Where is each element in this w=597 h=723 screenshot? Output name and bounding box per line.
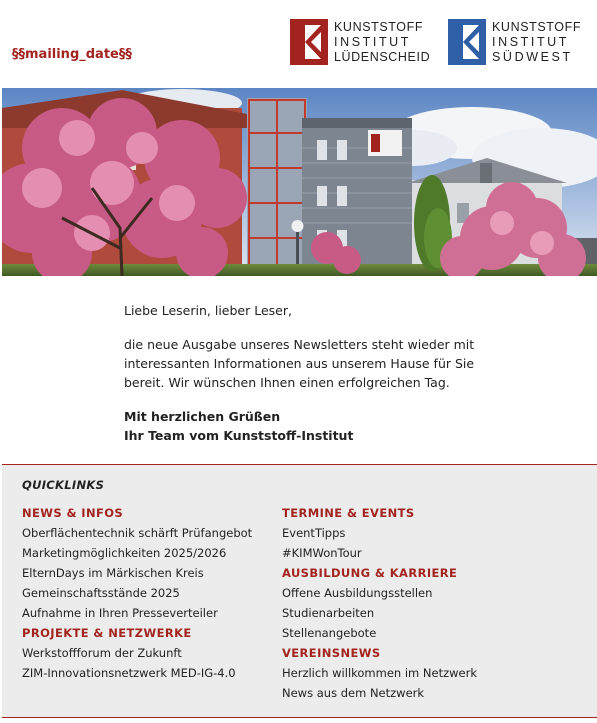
k-logo-blue-icon <box>448 19 486 65</box>
quicklinks-right-column <box>282 503 552 703</box>
category-ausbildung-karriere[interactable]: AUSBILDUNG & KARRIERE <box>282 566 458 580</box>
logo-kunststoff-institut-suedwest[interactable] <box>448 17 581 67</box>
link-werkstoffforum[interactable]: Werkstoffforum der Zukunft <box>22 646 182 660</box>
link-eventtipps[interactable]: EventTipps <box>282 526 346 540</box>
link-news-netzwerk[interactable]: News aus dem Netzwerk <box>282 686 425 700</box>
letter-closing-2: Ihr Team vom Kunststoff-Institut <box>124 428 354 443</box>
link-ausbildungsstellen[interactable]: Offene Ausbildungsstellen <box>282 586 433 600</box>
letter-body: die neue Ausgabe unseres Newsletters steht wieder mit interessanten Informationen aus unserem Hause für Sie bereit. Wir wünschen Ihnen einen erfolgreichen Tag. <box>124 337 475 390</box>
link-willkommen-netzwerk[interactable]: Herzlich willkommen im Netzwerk <box>282 666 477 680</box>
category-vereinsnews[interactable]: VEREINSNEWS <box>282 646 381 660</box>
logo-s-line1: KUNSTSTOFF <box>492 20 582 34</box>
k-logo-red-icon <box>290 19 328 65</box>
logo-l-line3: LÜDENSCHEID <box>334 50 431 64</box>
link-stellenangebote[interactable]: Stellenangebote <box>282 626 377 640</box>
logo-s-line2: INSTITUT <box>492 35 570 49</box>
link-marketingmoeglichkeiten[interactable]: Marketingmöglichkeiten 2025/2026 <box>22 546 227 560</box>
logo-l-line1: KUNSTSTOFF <box>334 20 424 34</box>
letter-closing-1: Mit herzlichen Grüßen <box>124 409 281 424</box>
intro-letter <box>124 301 484 445</box>
logo-s-line3: SÜDWEST <box>492 50 573 64</box>
mailing-date: §§mailing_date§§ <box>12 47 132 62</box>
logo-l-line2: INSTITUT <box>334 35 412 49</box>
logo-kunststoff-institut-luedenscheid[interactable] <box>290 17 430 67</box>
quicklinks-panel <box>2 464 597 718</box>
link-presseverteiler[interactable]: Aufnahme in Ihren Presseverteiler <box>22 606 218 620</box>
quicklinks-title: QUICKLINKS <box>22 478 105 492</box>
link-studienarbeiten[interactable]: Studienarbeiten <box>282 606 375 620</box>
link-zim-innovationsnetzwerk[interactable]: ZIM-Innovationsnetzwerk MED-IG-4.0 <box>22 666 236 680</box>
link-elterndays[interactable]: ElternDays im Märkischen Kreis <box>22 566 204 580</box>
quicklinks-left-column <box>22 503 292 683</box>
link-gemeinschaftsstaende[interactable]: Gemeinschaftsstände 2025 <box>22 586 180 600</box>
newsletter-header <box>0 0 597 90</box>
link-oberflaechentechnik[interactable]: Oberflächentechnik schärft Prüfangebot <box>22 526 253 540</box>
letter-greeting: Liebe Leserin, lieber Leser, <box>124 303 292 318</box>
category-termine-events[interactable]: TERMINE & EVENTS <box>282 506 415 520</box>
category-projekte-netzwerke[interactable]: PROJEKTE & NETZWERKE <box>22 626 192 640</box>
category-news-infos[interactable]: NEWS & INFOS <box>22 506 124 520</box>
hero-building-photo <box>2 88 597 276</box>
link-kimwontour[interactable]: #KIMWonTour <box>282 546 362 560</box>
